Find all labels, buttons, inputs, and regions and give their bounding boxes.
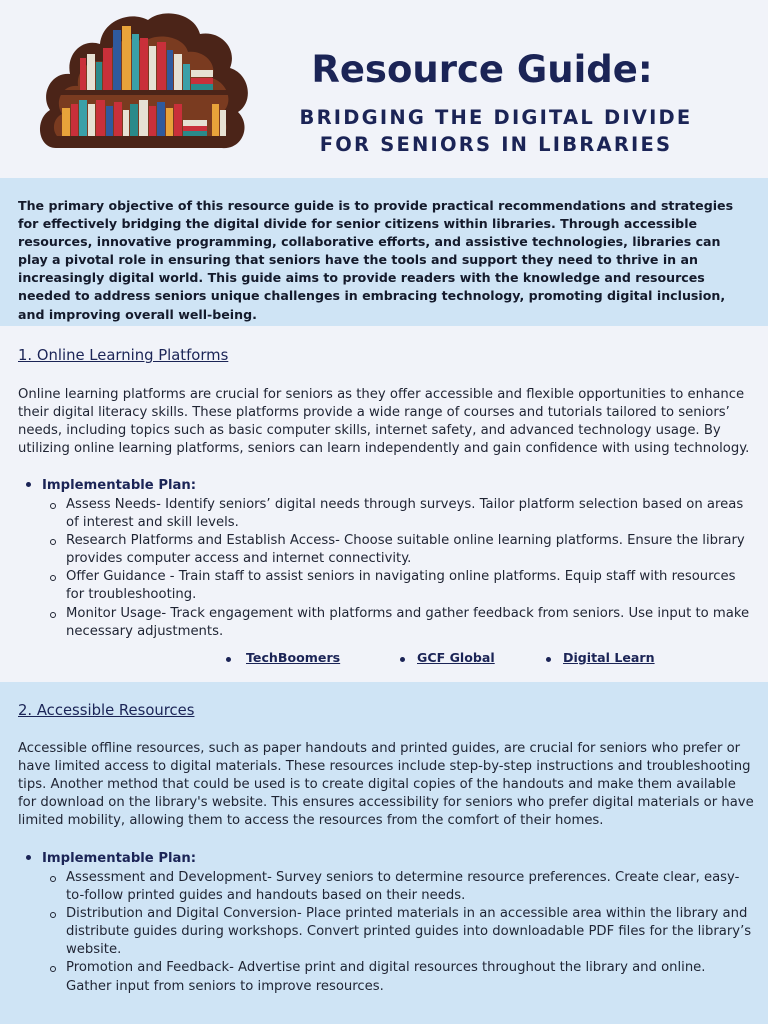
section-1-plan-list [48, 496, 754, 641]
bullet-icon [546, 657, 551, 662]
list-item [48, 496, 754, 532]
list-item-text: Monitor Usage- Track engagement with platforms and gather feedback from seniors. Use input to make necessary adjustments. [66, 605, 750, 639]
list-item-text: Research Platforms and Establish Access- Choose suitable online learning platforms. Ensure the library provides computer access and internet connectivity. [66, 533, 745, 567]
circle-bullet-icon [50, 876, 56, 882]
link-digital-learn[interactable]: Digital Learn [563, 650, 655, 665]
link-techboomers[interactable]: TechBoomers [246, 650, 341, 665]
subtitle-line-1: BRIDGING THE DIGITAL DIVIDE [299, 106, 693, 129]
list-item [48, 532, 754, 568]
circle-bullet-icon [50, 503, 56, 509]
section-online-learning [0, 326, 768, 682]
intro-text: The primary objective of this resource guide is to provide practical recommendations and strategies for effectively bridging the digital divide for senior citizens within libraries. Through accessible resources, innovative programming, collaborative efforts, and assistive technologies, libraries can play a pivotal role in ensuring that seniors have the tools and support they need to thrive in an increasingly digital world. This guide aims to provide readers with the knowledge and resources needed to address seniors unique challenges in embracing technology, promoting digital inclusion, and improving overall well-being. [18, 198, 734, 322]
section-2-body: Accessible offline resources, such as paper handouts and printed guides, are crucial for seniors who prefer or have limited access to digital materials. These resources include step-by-step instructions and troubleshooting tips. Another method that could be used is to create digital copies of the handouts and make them available for download on the library's website. This ensures accessibility for seniors who prefer digital materials or have limited mobility, allowing them to access the resources from the comfort of their homes. [18, 741, 754, 829]
header [0, 0, 768, 178]
link-gcf-global[interactable]: GCF Global [417, 650, 495, 665]
section-accessible-resources [0, 682, 768, 1024]
circle-bullet-icon [50, 575, 56, 581]
section-1-title: 1. Online Learning Platforms [18, 347, 229, 364]
bullet-icon [400, 657, 405, 662]
circle-bullet-icon [50, 912, 56, 918]
intro-panel [0, 178, 768, 326]
circle-bullet-icon [50, 966, 56, 972]
list-item [48, 959, 754, 995]
page-subtitle [248, 104, 744, 158]
section-1-plan-heading [26, 478, 196, 493]
resource-links [0, 650, 768, 670]
list-item [48, 869, 754, 905]
section-2-plan-heading [26, 851, 196, 866]
list-item [48, 605, 754, 641]
plan-heading-label: Implementable Plan: [42, 851, 197, 866]
bullet-icon [26, 855, 31, 860]
bookshelf-cloud-icon [36, 8, 252, 160]
list-item [48, 905, 754, 959]
bullet-icon [226, 657, 231, 662]
section-2-title: 2. Accessible Resources [18, 702, 195, 719]
subtitle-line-2: FOR SENIORS IN LIBRARIES [319, 133, 673, 156]
section-2-plan-list [48, 869, 754, 996]
list-item-text: Promotion and Feedback- Advertise print and digital resources throughout the library and online. Gather input from seniors to improve resources. [66, 960, 706, 994]
page-title: Resource Guide: [311, 48, 653, 91]
list-item-text: Distribution and Digital Conversion- Place printed materials in an accessible area within the library and distribute guides during workshops. Convert printed guides into downloadable PDF files for the library’s website. [66, 906, 752, 958]
list-item [48, 568, 754, 604]
plan-heading-label: Implementable Plan: [42, 478, 197, 493]
list-item-text: Offer Guidance - Train staff to assist seniors in navigating online platforms. Equip staff with resources for troubleshooting. [66, 569, 736, 603]
circle-bullet-icon [50, 539, 56, 545]
section-1-body: Online learning platforms are crucial for seniors as they offer accessible and flexible opportunities to enhance their digital literacy skills. These platforms provide a wide range of courses and tutorials tailored to seniors’ needs, including topics such as basic computer skills, internet safety, and advanced technology usage. By utilizing online learning platforms, seniors can learn independently and gain confidence with using technology. [18, 387, 750, 457]
circle-bullet-icon [50, 612, 56, 618]
bullet-icon [26, 482, 31, 487]
list-item-text: Assess Needs- Identify seniors’ digital needs through surveys. Tailor platform selection based on areas of interest and skill levels. [66, 497, 744, 531]
list-item-text: Assessment and Development- Survey seniors to determine resource preferences. Create clear, easy-to-follow printed guides and handouts based on their needs. [66, 870, 740, 904]
